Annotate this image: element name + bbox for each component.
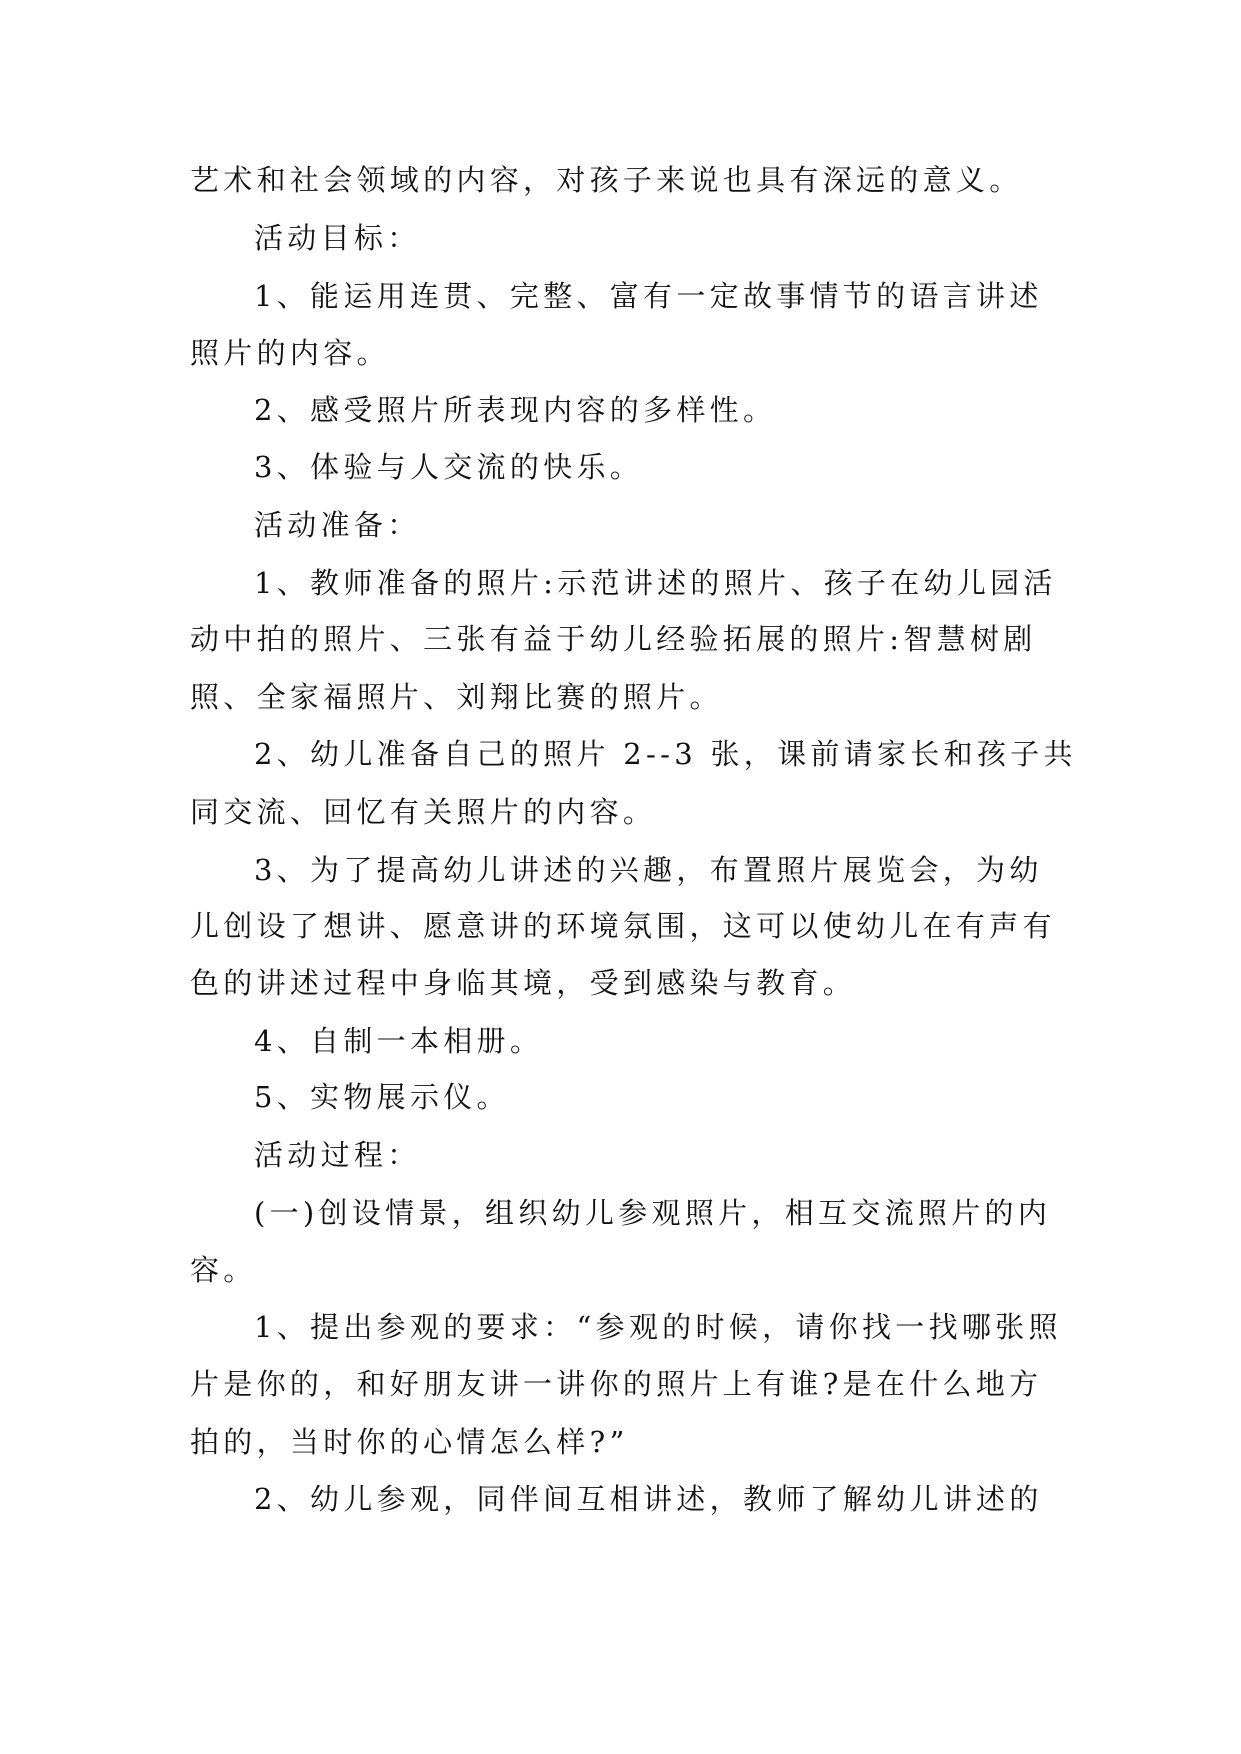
text-line: 5、实物展示仪。 (254, 1080, 510, 1114)
text-line: 3、为了提高幼儿讲述的兴趣，布置照片展览会，为幼 (254, 853, 1043, 887)
section-heading-process: 活动过程： (254, 1138, 421, 1172)
text-line: 同交流、回忆有关照片的内容。 (190, 795, 657, 829)
text-line: 1、教师准备的照片:示范讲述的照片、孩子在幼儿园活 (254, 566, 1057, 600)
text-line: 片是你的，和好朋友讲一讲你的照片上有谁?是在什么地方 (190, 1367, 1043, 1401)
text-line: 拍的，当时你的心情怎么样?” (190, 1425, 629, 1459)
text-line: 照、全家福照片、刘翔比赛的照片。 (190, 680, 723, 714)
text-line: 色的讲述过程中身临其境，受到感染与教育。 (190, 966, 857, 1000)
text-line: 艺术和社会领域的内容，对孩子来说也具有深远的意义。 (190, 163, 1023, 197)
text-line: 1、能运用连贯、完整、富有一定故事情节的语言讲述 (254, 279, 1043, 313)
text-line: 容。 (190, 1253, 257, 1287)
section-heading-preparation: 活动准备： (254, 508, 421, 542)
text-line: 2、感受照片所表现内容的多样性。 (254, 393, 777, 427)
text-line: 4、自制一本相册。 (254, 1024, 544, 1058)
text-line: 儿创设了想讲、愿意讲的环境氛围，这可以使幼儿在有声有 (190, 909, 1056, 943)
text-line: (一)创设情景，组织幼儿参观照片，相互交流照片的内 (254, 1196, 1052, 1230)
text-line: 照片的内容。 (190, 336, 390, 370)
text-line: 1、提出参观的要求：“参观的时候，请你找一找哪张照 (254, 1310, 1062, 1344)
section-heading-goals: 活动目标： (254, 221, 421, 255)
text-line: 动中拍的照片、三张有益于幼儿经验拓展的照片:智慧树剧 (190, 622, 1037, 656)
text-line: 2、幼儿准备自己的照片 2--3 张，课前请家长和孩子共 (254, 737, 1077, 771)
text-line: 2、幼儿参观，同伴间互相讲述，教师了解幼儿讲述的 (254, 1482, 1043, 1516)
text-line: 3、体验与人交流的快乐。 (254, 450, 644, 484)
